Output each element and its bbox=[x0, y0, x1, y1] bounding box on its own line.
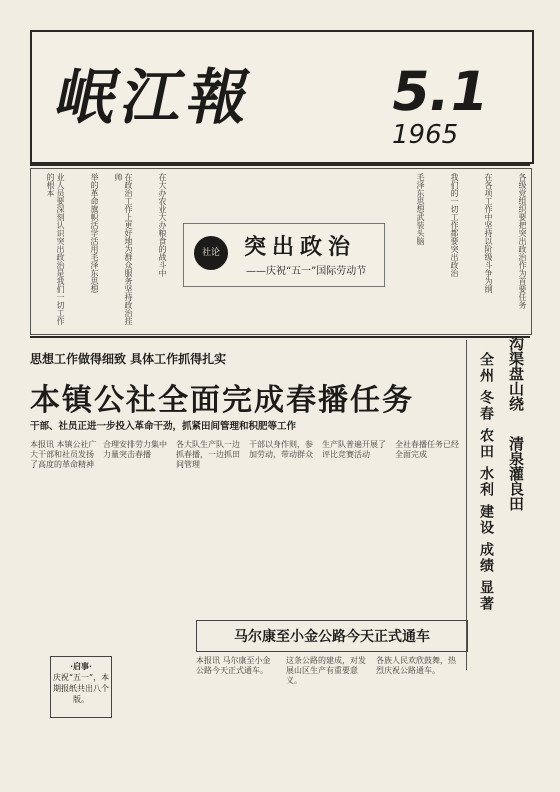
issue-date: 5.1 bbox=[386, 60, 494, 123]
lead-body-col: 生产队普遍开展了评比竞赛活动 bbox=[322, 440, 386, 459]
road-body-col: 本报讯 马尔康至小金公路今天正式通车。 bbox=[196, 656, 271, 675]
lead-body-col: 干部以身作则，参加劳动，带动群众 bbox=[249, 440, 313, 459]
notice-text: 庆祝“五一”，本期报纸共出八个版。 bbox=[52, 673, 110, 704]
lead-body-col: 本报讯 本镇公社广大干部和社员发扬了高度的革命精神 bbox=[30, 440, 97, 469]
lead-kicker: 干部、社员正进一步投入革命干劲，抓紧田间管理和积肥等工作 bbox=[30, 421, 297, 432]
road-headline: 马尔康至小金公路今天正式通车 bbox=[234, 629, 430, 645]
lead-headline: 本镇公社全面完成春播任务 bbox=[30, 383, 414, 418]
notice-box bbox=[50, 656, 112, 718]
front-column: 我们的一切工作都要突出政治 bbox=[450, 173, 459, 277]
sidebar-slogan: 全州 bbox=[478, 352, 494, 384]
notice-title: ·启事· bbox=[70, 661, 92, 671]
sidebar bbox=[470, 332, 530, 672]
lead-body-col: 各大队生产队一边抓春播，一边抓田间管理 bbox=[176, 440, 240, 469]
editorial-title: 突出政治 bbox=[244, 234, 357, 260]
lead-body-col: 全社春播任务已经全面完成 bbox=[395, 440, 459, 459]
sidebar-slogan: 冬春 bbox=[478, 390, 494, 422]
sidebar-slogan: 水利 bbox=[478, 466, 494, 498]
editorial-subtitle: ——庆祝“五一”国际劳动节 bbox=[246, 266, 367, 277]
front-column: 各级党组织要把突出政治作为首要任务 bbox=[518, 173, 527, 309]
sidebar-line1: 沟渠盘山绕 bbox=[507, 336, 525, 411]
masthead-title: 岷江報 bbox=[49, 63, 263, 133]
front-column: 在大办农业大办粮食的战斗中 bbox=[158, 173, 167, 277]
sidebar-slogan: 农田 bbox=[478, 428, 494, 460]
sidebar-slogan: 成绩 bbox=[478, 542, 494, 574]
issue-year: 1965 bbox=[392, 120, 459, 150]
lead-subhead: 思想工作做得细致 具体工作抓得扎实 bbox=[30, 352, 227, 366]
editorial-box bbox=[183, 223, 385, 287]
front-column: 在各项工作中坚持以阶级斗争为纲 bbox=[484, 173, 493, 293]
front-column: 毛泽东思想武装头脑 bbox=[416, 173, 425, 245]
front-column: 在政治工作上更好地为群众服务坚持政治挂帅 bbox=[114, 173, 133, 325]
front-panel bbox=[30, 168, 532, 335]
front-column: 业人员要深刻认识突出政治是我们一切工作的根本 bbox=[46, 173, 65, 325]
sidebar-line2: 清泉灌良田 bbox=[507, 436, 525, 511]
masthead-divider bbox=[30, 164, 530, 166]
road-body-col: 各族人民欢欣鼓舞，热烈庆祝公路通车。 bbox=[376, 656, 456, 675]
lead-body-col: 合理安排劳力集中力量突击春播 bbox=[103, 440, 167, 459]
road-body-col: 这条公路的建成，对发展山区生产有重要意义。 bbox=[286, 656, 366, 685]
front-column: 举的革命旗帜活学活用毛泽东思想 bbox=[90, 173, 99, 293]
masthead bbox=[30, 30, 534, 164]
sidebar-slogan: 建设 bbox=[478, 504, 494, 536]
editorial-badge: 社论 bbox=[194, 236, 228, 270]
road-headline-box bbox=[196, 620, 468, 652]
front-divider bbox=[30, 336, 530, 338]
sidebar-slogan: 显著 bbox=[478, 580, 494, 612]
